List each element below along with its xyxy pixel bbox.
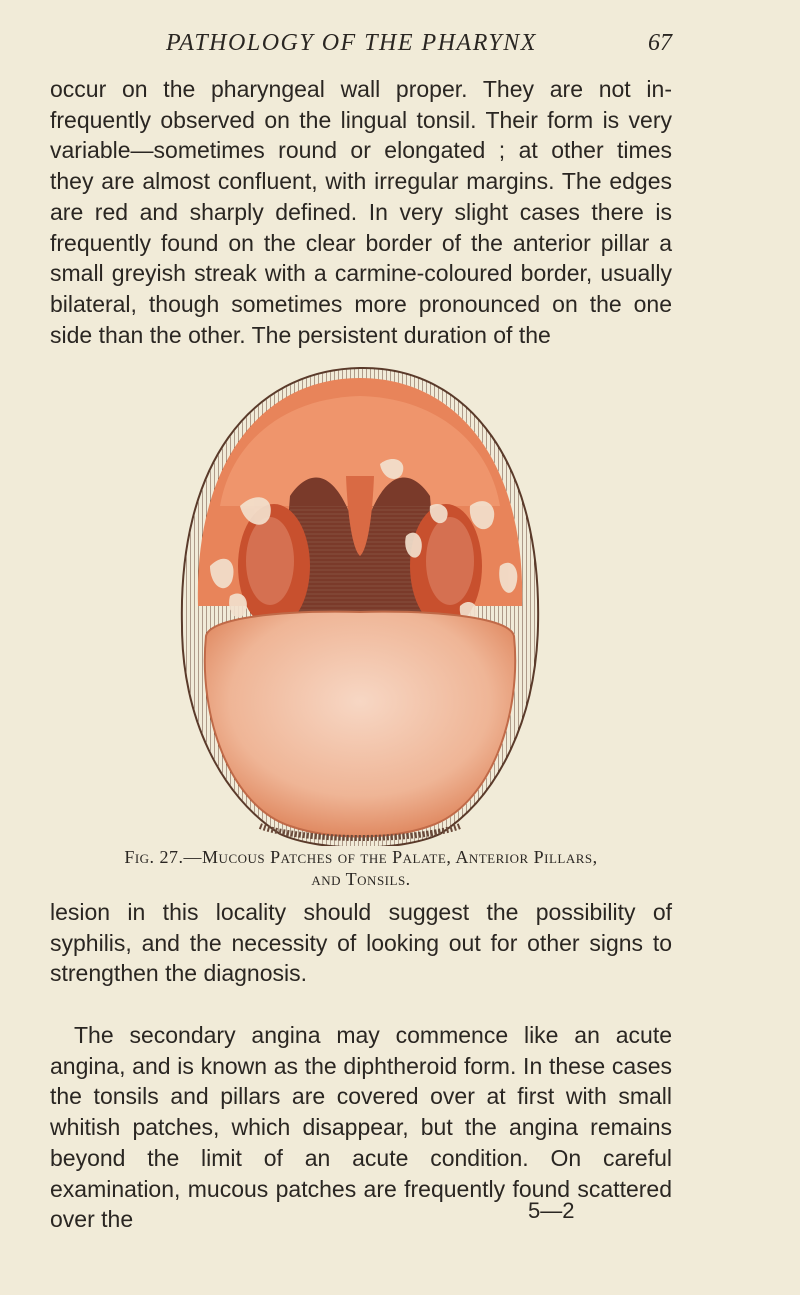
figure-caption-line1: Fig. 27.—Mucous Patches of the Palate, Anterior Pillars, [124,847,598,867]
paragraph-secondary-angina: The secondary angina may commence like an acute angina, and is known as the diphtheroid form. In these cases the tonsils and pillars are covered over at first with small whitish patches, which disappear, but the angina remains beyond the limit of an acute condition. On careful examination, mucous patches are frequently found scattered over the [50,1022,672,1233]
figure-caption-line2: and Tonsils. [311,869,411,889]
figure-caption [50,846,672,890]
running-head [0,30,800,60]
paragraph-after-figure: lesion in this locality should suggest the possibility of syphilis, and the necessity of looking out for other signs to strengthen the diagnosis. [50,899,672,987]
figure-mouth-illustration [170,356,550,846]
page-number: 67 [648,30,672,56]
paragraph-top: occur on the pharyngeal wall proper. They are not in- frequently observed on the lingual tonsil. Their form is very variable—sometimes round or elongated ; at other times they are almost confluent, with irregular margins. The edges are red and sharply defined. In very slight cases there is frequently found on the clear border of the anterior pillar a small greyish streak with a carmine-coloured border, usually bilateral, though sometimes more pronounced on the one side than the other. The persistent duration of the [50,76,672,348]
running-title: PATHOLOGY OF THE PHARYNX [166,30,537,56]
signature-mark: 5—2 [528,1198,575,1223]
mouth-illustration [170,356,550,846]
